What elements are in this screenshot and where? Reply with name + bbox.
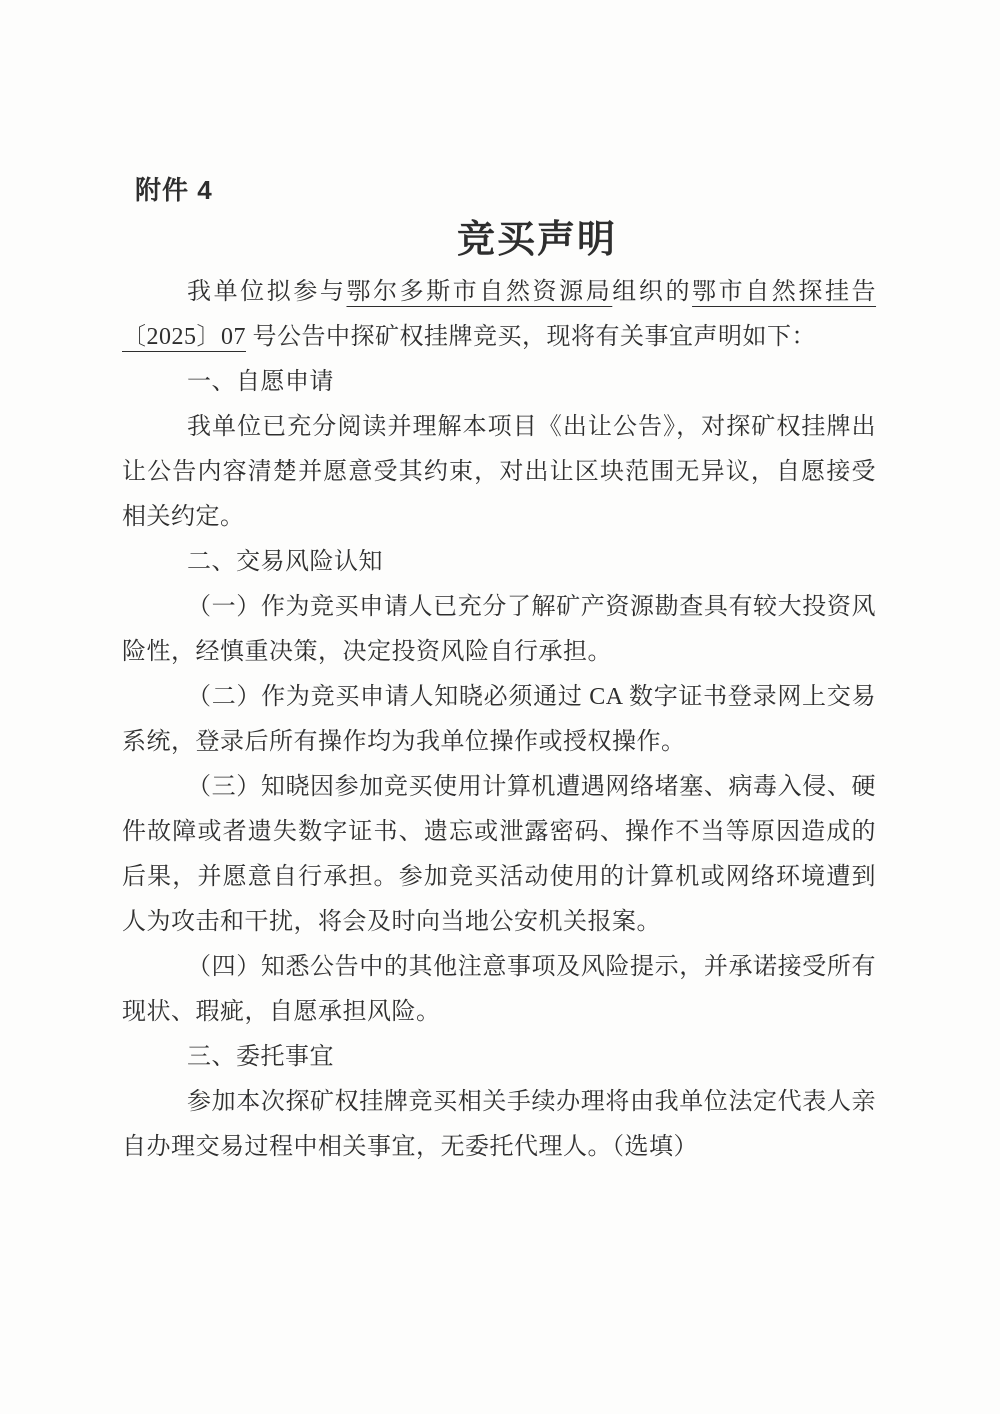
intro-text-pre: 我单位拟参与: [187, 279, 347, 305]
underline-notice-name: 鄂市自然探挂告: [692, 279, 877, 305]
intro-paragraph: [122, 270, 876, 360]
section-2-paragraph-1: （一）作为竞买申请人已充分了解矿产资源勘查具有较大投资风险性，经慎重决策，决定投资风险自行承担。: [122, 594, 876, 665]
document-body: [122, 270, 876, 1170]
section-2-paragraph-2: （二）作为竞买申请人知晓必须通过 CA 数字证书登录网上交易系统，登录后所有操作均为我单位操作或授权操作。: [122, 684, 876, 755]
section-3-paragraph-1: 参加本次探矿权挂牌竞买相关手续办理将由我单位法定代表人亲自办理交易过程中相关事宜，无委托代理人。（选填）: [122, 1089, 876, 1160]
document-title: 竞买声明: [456, 219, 617, 261]
section-2-paragraph-4: （四）知悉公告中的其他注意事项及风险提示，并承诺接受所有现状、瑕疵，自愿承担风险。: [122, 954, 876, 1025]
section-2-paragraph-3: （三）知晓因参加竞买使用计算机遭遇网络堵塞、病毒入侵、硬件故障或者遗失数字证书、遗忘或泄露密码、操作不当等原因造成的后果，并愿意自行承担。参加竞买活动使用的计算机或网络环境遭到人为攻击和干扰，将会及时向当地公安机关报案。: [122, 774, 876, 935]
intro-text-mid: 组织的: [612, 279, 693, 305]
section-1-paragraph-1: 我单位已充分阅读并理解本项目《出让公告》，对探矿权挂牌出让公告内容清楚并愿意受其约束，对出让区块范围无异议，自愿接受相关约定。: [122, 414, 876, 530]
section-3-heading: 三、委托事宜: [187, 1044, 334, 1070]
underline-organizer: 鄂尔多斯市自然资源局: [346, 279, 613, 305]
underline-notice-number: 〔2025〕07: [122, 324, 246, 350]
attachment-label: 附件 4: [135, 175, 213, 205]
section-1-heading: 一、自愿申请: [187, 369, 334, 395]
intro-text-post: 号公告中探矿权挂牌竞买，现将有关事宜声明如下：: [246, 324, 816, 350]
section-2-heading: 二、交易风险认知: [187, 549, 383, 575]
